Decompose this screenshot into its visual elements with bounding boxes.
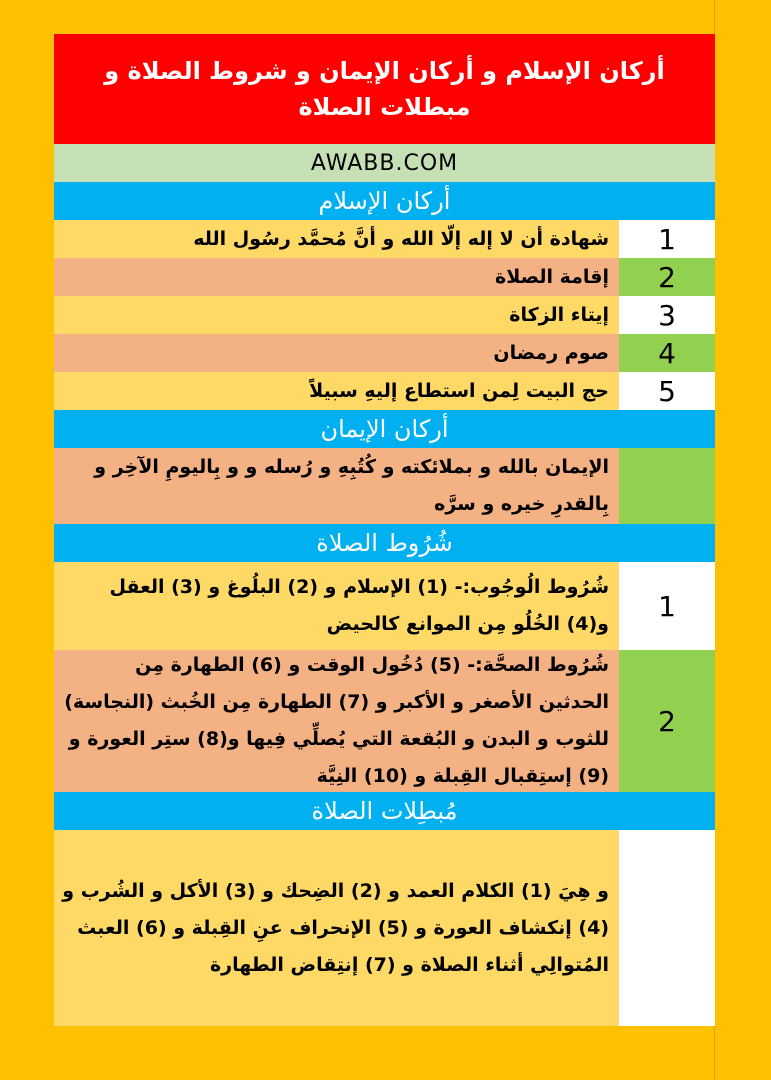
row-number: 4 bbox=[619, 334, 715, 372]
pillar-text: حج البيت لِمن استطاع إليهِ سبيلاً bbox=[54, 372, 619, 410]
iman-text: الإيمان بالله و بملائكته و كُتُبِهِ و رُسله و و بِاليومِ الآخِر و بِالقدرِ خيره و سرَّه bbox=[54, 448, 619, 524]
table-row bbox=[54, 830, 715, 1026]
page-title-text: أركان الإسلام و أركان الإيمان و شروط الصلاة و مبطلات الصلاة bbox=[104, 57, 665, 121]
row-number: 5 bbox=[619, 372, 715, 410]
condition-text: شُرُوط الصحَّة:- (5) دُخُول الوقت و (6) الطهارة مِن الحدثين الأصغر و الأكبر و (7) الطهارة مِن الخُبث (النجاسة) للثوب و البدن و البُقعة التي يُصلِّي فِيها و(8) ستِر العورة و (9) إستِقبال القِبلة و (10) النِيَّة bbox=[54, 650, 619, 792]
table-row bbox=[54, 448, 715, 524]
section-heading-text: شُرُوط الصلاة bbox=[316, 529, 453, 557]
invalidators-text: و هِيَ (1) الكلام العمد و (2) الضِحك و (3) الأكل و الشُرب و (4) إنكشاف العورة و (5) الإنحراف عنِ القِبلة و (6) العبث المُتوالِي أثناء الصلاة و (7) إنتِقاض الطهارة bbox=[54, 830, 619, 1026]
table-row bbox=[54, 258, 715, 296]
table-row bbox=[54, 650, 715, 792]
row-number: 1 bbox=[619, 562, 715, 650]
pillar-text: صوم رمضان bbox=[54, 334, 619, 372]
row-number: 3 bbox=[619, 296, 715, 334]
row-number: 1 bbox=[619, 220, 715, 258]
row-number-empty bbox=[619, 448, 715, 524]
condition-text: شُرُوط الُوجُوب:- (1) الإسلام و (2) البلُوغ و (3) العقل و(4) الخُلُو مِن الموانع كالحيض bbox=[54, 562, 619, 650]
table-row bbox=[54, 220, 715, 258]
table-row bbox=[54, 562, 715, 650]
section-heading-text: أركان الإسلام bbox=[318, 187, 451, 215]
section-heading-text: أركان الإيمان bbox=[320, 415, 449, 443]
section-heading-islam bbox=[54, 182, 715, 220]
row-number: 2 bbox=[619, 650, 715, 792]
site-banner bbox=[54, 144, 715, 182]
site-name: AWABB.COM bbox=[310, 150, 459, 176]
section-heading-conditions bbox=[54, 524, 715, 562]
table-row bbox=[54, 372, 715, 410]
pillar-text: شهادة أن لا إله إلّا الله و أنَّ مُحمَّد رسُول الله bbox=[54, 220, 619, 258]
table-row bbox=[54, 296, 715, 334]
page-title bbox=[54, 34, 715, 144]
row-number: 2 bbox=[619, 258, 715, 296]
table-row bbox=[54, 334, 715, 372]
document-table bbox=[54, 34, 715, 1026]
section-heading-iman bbox=[54, 410, 715, 448]
page-margin-strip bbox=[714, 0, 771, 1080]
row-number-empty bbox=[619, 830, 715, 1026]
section-heading-invalidators bbox=[54, 792, 715, 830]
pillar-text: إقامة الصلاة bbox=[54, 258, 619, 296]
section-heading-text: مُبطِلات الصلاة bbox=[311, 797, 458, 825]
pillar-text: إيتاء الزكاة bbox=[54, 296, 619, 334]
